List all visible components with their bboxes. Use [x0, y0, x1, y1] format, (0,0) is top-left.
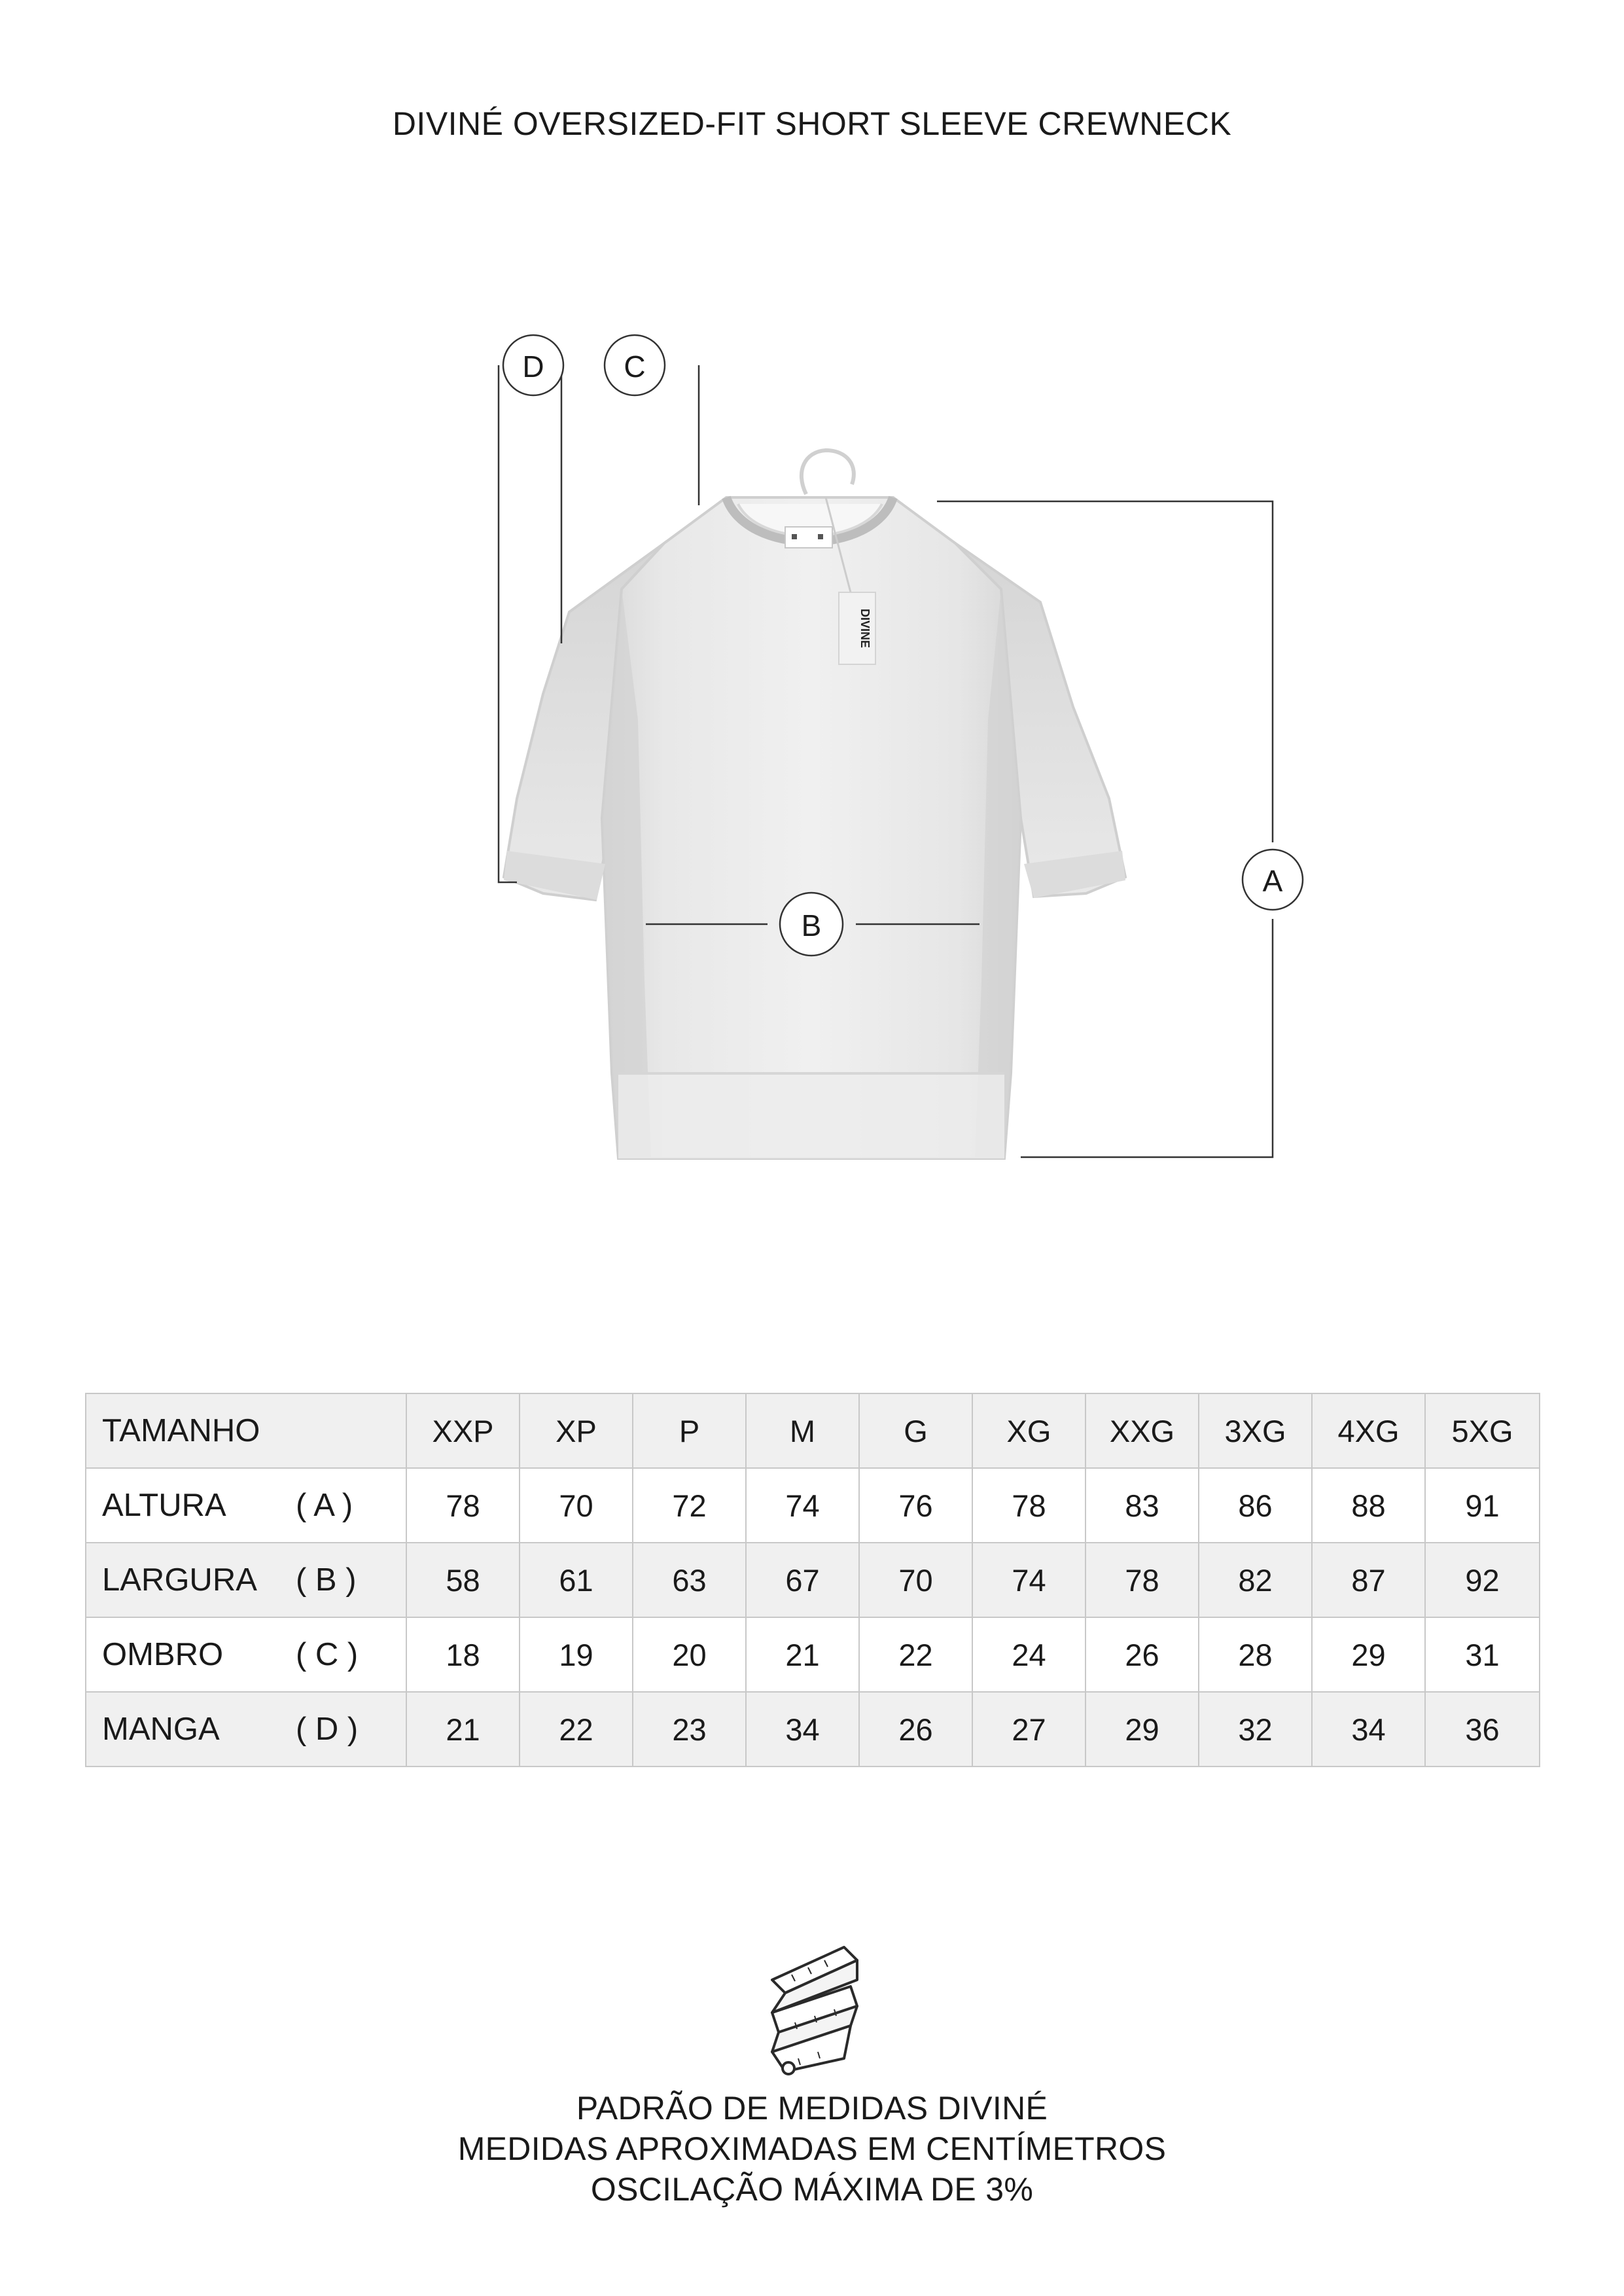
row-label: ALTURA ( A )	[86, 1468, 406, 1543]
footer-notes	[0, 2088, 1624, 2210]
tshirt-illustration	[504, 497, 1125, 1158]
measuring-tape-icon	[759, 1934, 870, 2085]
row-label: MANGA ( D )	[86, 1692, 406, 1767]
marker-b-label: B	[801, 908, 822, 942]
size-header: XG	[972, 1393, 1086, 1468]
marker-c-label: C	[624, 350, 646, 384]
table-cell: 91	[1425, 1468, 1540, 1543]
table-cell: 19	[520, 1617, 633, 1692]
table-row	[86, 1468, 1540, 1543]
table-row	[86, 1617, 1540, 1692]
table-cell: 28	[1199, 1617, 1312, 1692]
table-cell: 18	[406, 1617, 520, 1692]
table-cell: 23	[633, 1692, 746, 1767]
table-cell: 70	[859, 1543, 972, 1617]
marker-b	[780, 893, 843, 956]
footer-line: PADRÃO DE MEDIDAS DIVINÉ	[576, 2090, 1048, 2126]
table-cell: 21	[406, 1692, 520, 1767]
table-cell: 78	[972, 1468, 1086, 1543]
table-cell: 27	[972, 1692, 1086, 1767]
table-cell: 22	[859, 1617, 972, 1692]
table-cell: 92	[1425, 1543, 1540, 1617]
marker-a	[1243, 850, 1303, 910]
size-header: 5XG	[1425, 1393, 1540, 1468]
size-header: XP	[520, 1393, 633, 1468]
table-cell: 34	[1312, 1692, 1425, 1767]
table-cell: 70	[520, 1468, 633, 1543]
table-cell: 21	[746, 1617, 859, 1692]
table-row	[86, 1692, 1540, 1767]
table-cell: 88	[1312, 1468, 1425, 1543]
tag-text: DIVINE	[858, 608, 872, 649]
page-title: DIVINÉ OVERSIZED-FIT SHORT SLEEVE CREWNECK	[392, 105, 1232, 142]
table-cell: 20	[633, 1617, 746, 1692]
size-header: P	[633, 1393, 746, 1468]
table-cell: 72	[633, 1468, 746, 1543]
table-cell: 87	[1312, 1543, 1425, 1617]
table-row	[86, 1543, 1540, 1617]
table-cell: 78	[1086, 1543, 1199, 1617]
table-cell: 61	[520, 1543, 633, 1617]
size-header: G	[859, 1393, 972, 1468]
table-cell: 32	[1199, 1692, 1312, 1767]
table-cell: 86	[1199, 1468, 1312, 1543]
height-line-a-bottom	[1021, 919, 1273, 1157]
row-label: OMBRO ( C )	[86, 1617, 406, 1692]
table-cell: 26	[1086, 1617, 1199, 1692]
footer-line: OSCILAÇÃO MÁXIMA DE 3%	[590, 2171, 1034, 2208]
table-cell: 74	[746, 1468, 859, 1543]
size-header: XXG	[1086, 1393, 1199, 1468]
hanger-icon	[802, 450, 854, 494]
sleeve-line-d-left	[499, 365, 517, 882]
marker-c	[605, 335, 665, 395]
size-header: XXP	[406, 1393, 520, 1468]
table-cell: 83	[1086, 1468, 1199, 1543]
table-cell: 26	[859, 1692, 972, 1767]
table-cell: 34	[746, 1692, 859, 1767]
table-cell: 76	[859, 1468, 972, 1543]
marker-d	[503, 335, 563, 395]
marker-a-label: A	[1262, 864, 1283, 898]
table-cell: 74	[972, 1543, 1086, 1617]
size-header: 3XG	[1199, 1393, 1312, 1468]
row-label: LARGURA ( B )	[86, 1543, 406, 1617]
footer-line: MEDIDAS APROXIMADAS EM CENTÍMETROS	[457, 2130, 1167, 2167]
table-cell: 36	[1425, 1692, 1540, 1767]
table-cell: 24	[972, 1617, 1086, 1692]
marker-d-label: D	[522, 350, 544, 384]
table-cell: 58	[406, 1543, 520, 1617]
size-chart-table	[85, 1393, 1540, 1767]
table-cell: 82	[1199, 1543, 1312, 1617]
table-cell: 78	[406, 1468, 520, 1543]
table-cell: 29	[1086, 1692, 1199, 1767]
table-header-row	[86, 1393, 1540, 1468]
header-label: TAMANHO	[86, 1393, 406, 1468]
table-cell: 22	[520, 1692, 633, 1767]
size-header: M	[746, 1393, 859, 1468]
table-cell: 31	[1425, 1617, 1540, 1692]
table-cell: 63	[633, 1543, 746, 1617]
table-cell: 29	[1312, 1617, 1425, 1692]
table-cell: 67	[746, 1543, 859, 1617]
size-header: 4XG	[1312, 1393, 1425, 1468]
